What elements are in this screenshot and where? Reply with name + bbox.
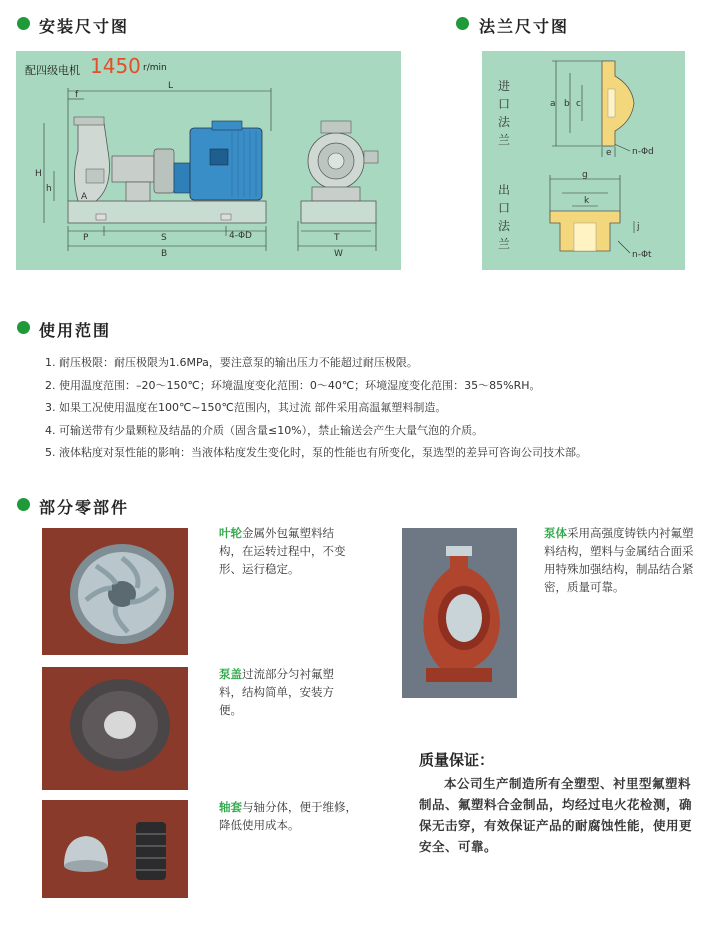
flange-diagram-panel xyxy=(482,51,685,270)
impeller-name: 叶轮 xyxy=(219,526,242,540)
dim-c: c xyxy=(576,99,581,109)
bullet-icon xyxy=(17,498,30,511)
usage-list xyxy=(45,352,685,465)
dim-n-d: n-Φd xyxy=(632,147,654,157)
dim-h: h xyxy=(46,184,52,194)
list-item: 2. 使用温度范围：–20～150℃；环境温度变化范围：0～40℃；环境湿度变化范围：35～85%RH。 xyxy=(45,378,541,392)
pump-cover-desc: 泵盖过流部分匀衬氟塑料，结构简单，安装方便。 xyxy=(219,667,334,717)
motor-unit: r/min xyxy=(143,63,167,73)
list-item: 5. 液体粘度对泵性能的影响：当液体粘度发生变化时，泵的性能也有所变化，泵选型的差异可咨询公司技术部。 xyxy=(45,446,587,459)
dim-H: H xyxy=(35,169,42,179)
dim-P: P xyxy=(83,233,89,243)
list-item: 3. 如果工况使用温度在100℃~150℃范围内，其过流 部件采用高温氟塑料制造。 xyxy=(45,401,447,414)
motor-label: 配四级电机 xyxy=(25,64,80,77)
list-item: 4. 可输送带有少量颗粒及结晶的介质（固含量≤10%），禁止输送会产生大量气泡的介质。 xyxy=(45,423,484,437)
dim-a: a xyxy=(550,99,556,109)
pump-body-photo xyxy=(402,528,517,698)
impeller-photo xyxy=(42,528,188,655)
dim-f: f xyxy=(75,90,79,100)
dim-e: e xyxy=(606,148,612,158)
dim-4-D: 4-ΦD xyxy=(229,231,252,241)
pump-body-desc: 泵体采用高强度铸铁内衬氟塑料结构，塑料与金属结合面采用特殊加强结构，制品结合紧密，质量可靠。 xyxy=(544,526,694,594)
outlet-flange-label: 出 口 法 兰 xyxy=(497,183,510,251)
dim-W: W xyxy=(334,249,343,259)
dim-S: S xyxy=(161,233,167,243)
install-diagram-panel xyxy=(16,51,401,270)
flange-drawing xyxy=(482,51,685,270)
dim-b: b xyxy=(564,99,570,109)
bullet-icon xyxy=(17,321,30,334)
section-title-usage: 使用范围 xyxy=(39,321,112,340)
dim-n-t: n-Φt xyxy=(632,250,652,260)
dim-B: B xyxy=(161,249,168,259)
dim-T: T xyxy=(334,233,340,243)
dim-A: A xyxy=(81,192,88,202)
quality-body: 本公司生产制造所有全塑型、衬里型氟塑料制品、氟塑料合金制品，均经过电火花检测，确保无击穿，有效保证产品的耐腐蚀性能，使用更安全、可靠。 xyxy=(419,776,693,854)
section-title-flange: 法兰尺寸图 xyxy=(479,17,570,36)
sleeve-name: 轴套 xyxy=(219,800,242,814)
impeller-desc: 叶轮金属外包氟塑料结构，在运转过程中，不变形、运行稳定。 xyxy=(219,526,346,576)
inlet-flange-label: 进 口 法 兰 xyxy=(497,79,510,147)
pump-cover-name: 泵盖 xyxy=(219,667,242,681)
pump-cover-photo xyxy=(42,667,188,790)
dim-j: j xyxy=(637,222,640,232)
dim-g: g xyxy=(582,170,588,180)
quality-title: 质量保证： xyxy=(419,751,495,769)
pump-install-drawing xyxy=(16,51,401,270)
dim-L: L xyxy=(168,81,174,91)
bullet-icon xyxy=(456,17,469,30)
list-item: 1. 耐压极限：耐压极限为1.6MPa，要注意泵的输出压力不能超过耐压极限。 xyxy=(45,356,418,369)
dim-k: k xyxy=(584,196,590,206)
sleeve-desc: 轴套与轴分体，便于维修，降低使用成本。 xyxy=(219,800,357,832)
section-title-parts: 部分零部件 xyxy=(39,498,130,517)
section-title-install: 安装尺寸图 xyxy=(39,17,130,36)
bullet-icon xyxy=(17,17,30,30)
motor-speed: 1450 xyxy=(90,54,141,78)
sleeve-photo xyxy=(42,800,188,898)
pump-body-name: 泵体 xyxy=(544,526,567,540)
